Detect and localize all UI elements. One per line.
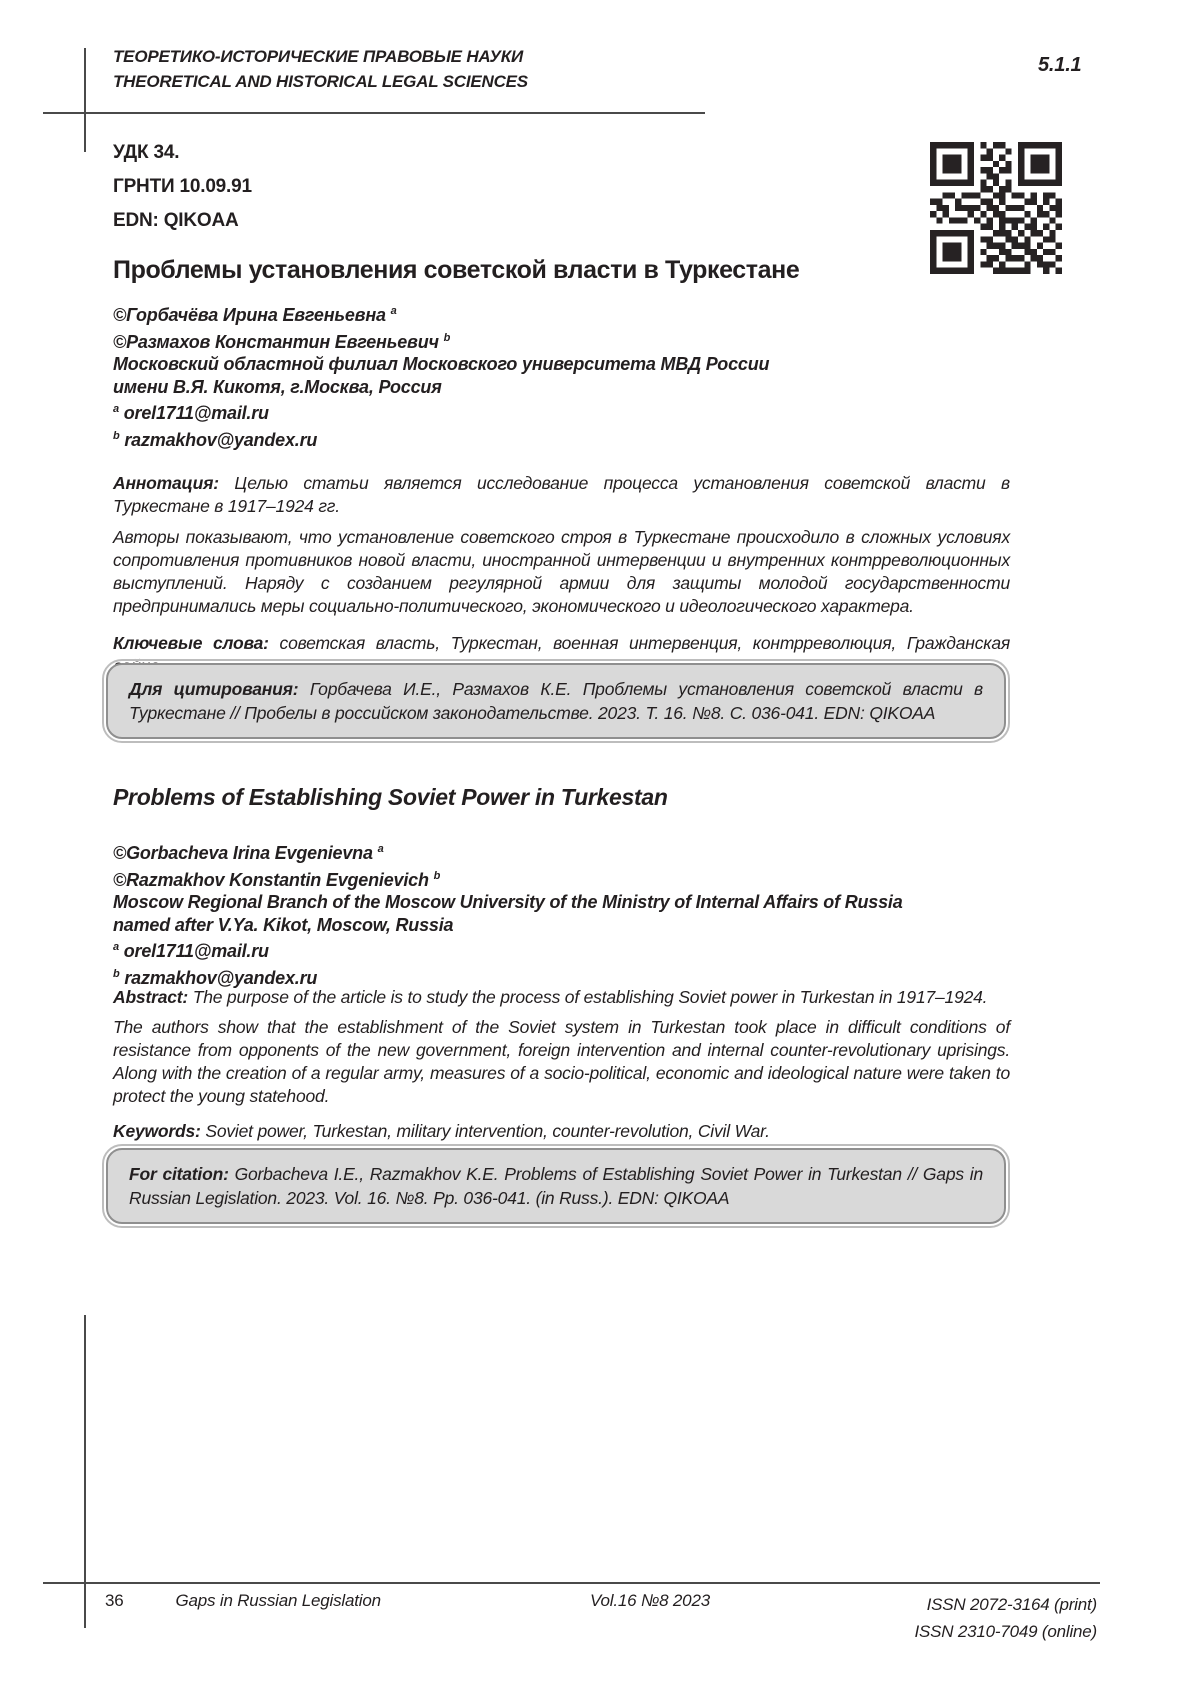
author-superscript: b bbox=[443, 331, 451, 344]
email-line bbox=[113, 398, 1010, 425]
article-title-ru: Проблемы установления советской власти в Туркестане bbox=[113, 256, 800, 284]
email-address: razmakhov@yandex.ru bbox=[124, 967, 318, 988]
author-line: ©Размахов Константин Евгеньевич $^b$ bbox=[113, 331, 451, 352]
affiliation-line: Moscow Regional Branch of the Moscow University of the Ministry of Internal Affairs of Russia bbox=[113, 892, 903, 912]
keywords-en: Keywords: Soviet power, Turkestan, military intervention, counter-revolution, Civil War. bbox=[113, 1121, 770, 1141]
header-vertical-rule bbox=[84, 48, 86, 152]
author-superscript: b bbox=[433, 869, 441, 882]
keywords-label-en: Keywords: bbox=[113, 1121, 201, 1141]
page-number: 36 bbox=[105, 1591, 124, 1610]
email-superscript: a bbox=[113, 403, 119, 415]
section-header bbox=[113, 44, 873, 94]
affiliation-line: named after V.Ya. Kikot, Moscow, Russia bbox=[113, 914, 454, 935]
abstract-ru-p2: Авторы показывают, что установление советского строя в Туркестане происходило в сложных условиях сопротивления противников новой власти, иностранной интервенции и внутренних контрреволюционных выступлений. Наряду с созданием регулярной армии для защиты молодой государственности предпринимались меры социально-политического, экономического и идеологического характера. bbox=[113, 527, 1010, 616]
author-line: ©Razmakhov Konstantin Evgenievich $^b$ bbox=[113, 869, 441, 890]
citation-box-ru: Для цитирования: Горбачева И.Е., Размахов К.Е. Проблемы установления советской власти в Туркестане // Пробелы в российском законодательстве. 2023. Т. 16. №8. С. 036-041. EDN: QIKOAA bbox=[106, 663, 1006, 739]
footer-left bbox=[105, 1591, 381, 1611]
footer-issn bbox=[700, 1591, 1097, 1645]
author-line: ©Gorbacheva Irina Evgenievna $^a$ bbox=[113, 843, 384, 863]
abstract-ru-p1: Аннотация: Целью статьи является исследование процесса установления советской власти в Туркестане в 1917–1924 гг. bbox=[113, 473, 1010, 516]
header-horizontal-rule bbox=[43, 112, 705, 114]
author-superscript: a bbox=[377, 843, 384, 855]
affiliation-line: Московский областной филиал Московского университета МВД России bbox=[113, 354, 770, 374]
author-superscript: a bbox=[390, 305, 397, 317]
section-topic-en: THEORETICAL AND HISTORICAL LEGAL SCIENCES bbox=[113, 72, 528, 91]
section-topic-ru: ТЕОРЕТИКО-ИСТОРИЧЕСКИЕ ПРАВОВЫЕ НАУКИ bbox=[113, 47, 524, 66]
author-line: ©Горбачёва Ирина Евгеньевна $^a$ bbox=[113, 305, 397, 325]
authors-block-en bbox=[113, 838, 1010, 989]
journal-name: Gaps in Russian Legislation bbox=[175, 1591, 381, 1610]
citation-label-en: For citation: bbox=[129, 1164, 229, 1184]
abstract-label-ru: Аннотация: bbox=[113, 473, 219, 493]
email-address: razmakhov@yandex.ru bbox=[124, 429, 318, 450]
grnti-code: ГРНТИ 10.09.91 bbox=[113, 176, 252, 197]
issn-online: ISSN 2310-7049 (online) bbox=[914, 1622, 1097, 1641]
footer-horizontal-rule bbox=[43, 1582, 1100, 1584]
email-superscript: a bbox=[113, 941, 119, 953]
issn-print: ISSN 2072-3164 (print) bbox=[926, 1595, 1097, 1614]
article-title-en: Problems of Establishing Soviet Power in Turkestan bbox=[113, 784, 668, 810]
abstract-en-p1: Abstract: The purpose of the article is to study the process of establishing Soviet power in Turkestan in 1917–1924. bbox=[113, 987, 988, 1007]
edn-code: EDN: QIKOAA bbox=[113, 210, 239, 231]
email-superscript: b bbox=[113, 967, 120, 980]
keywords-ru: Ключевые слова: советская власть, Туркестан, военная интервенция, контрреволюция, Гражданская bbox=[113, 633, 1010, 653]
keywords-label-ru: Ключевые слова: bbox=[113, 633, 269, 653]
email-line bbox=[113, 425, 1010, 452]
email-line bbox=[113, 936, 1010, 963]
specialty-code: 5.1.1 bbox=[1038, 54, 1082, 76]
citation-box-en: For citation: Gorbacheva I.E., Razmakhov K.E. Problems of Establishing Soviet Power in Turkestan // Gaps in Russian Legislation. 2023. Vol. 16. №8. Pp. 036-041. (in Russ.). EDN: QIKOAA bbox=[106, 1148, 1006, 1224]
email-address: orel1711@mail.ru bbox=[123, 403, 269, 423]
abstract-en-p2: The authors show that the establishment of the Soviet system in Turkestan took place in difficult conditions of resistance from opponents of the new government, foreign intervention and internal counter-revolutionary uprisings. Along with the creation of a regular army, measures of a socio-political, economic and ideological nature were taken to protect the young statehood. bbox=[113, 1017, 1010, 1106]
footer-volume: Vol.16 №8 2023 bbox=[590, 1591, 710, 1610]
citation-label-ru: Для цитирования: bbox=[129, 679, 299, 699]
email-address: orel1711@mail.ru bbox=[123, 941, 269, 961]
email-superscript: b bbox=[113, 429, 120, 442]
qr-code bbox=[930, 142, 1062, 274]
udk-code: УДК 34. bbox=[113, 142, 180, 163]
affiliation-line: имени В.Я. Кикотя, г.Москва, Россия bbox=[113, 376, 442, 397]
abstract-label-en: Abstract: bbox=[113, 987, 189, 1007]
article-meta bbox=[113, 136, 252, 238]
authors-block-ru bbox=[113, 300, 1010, 451]
